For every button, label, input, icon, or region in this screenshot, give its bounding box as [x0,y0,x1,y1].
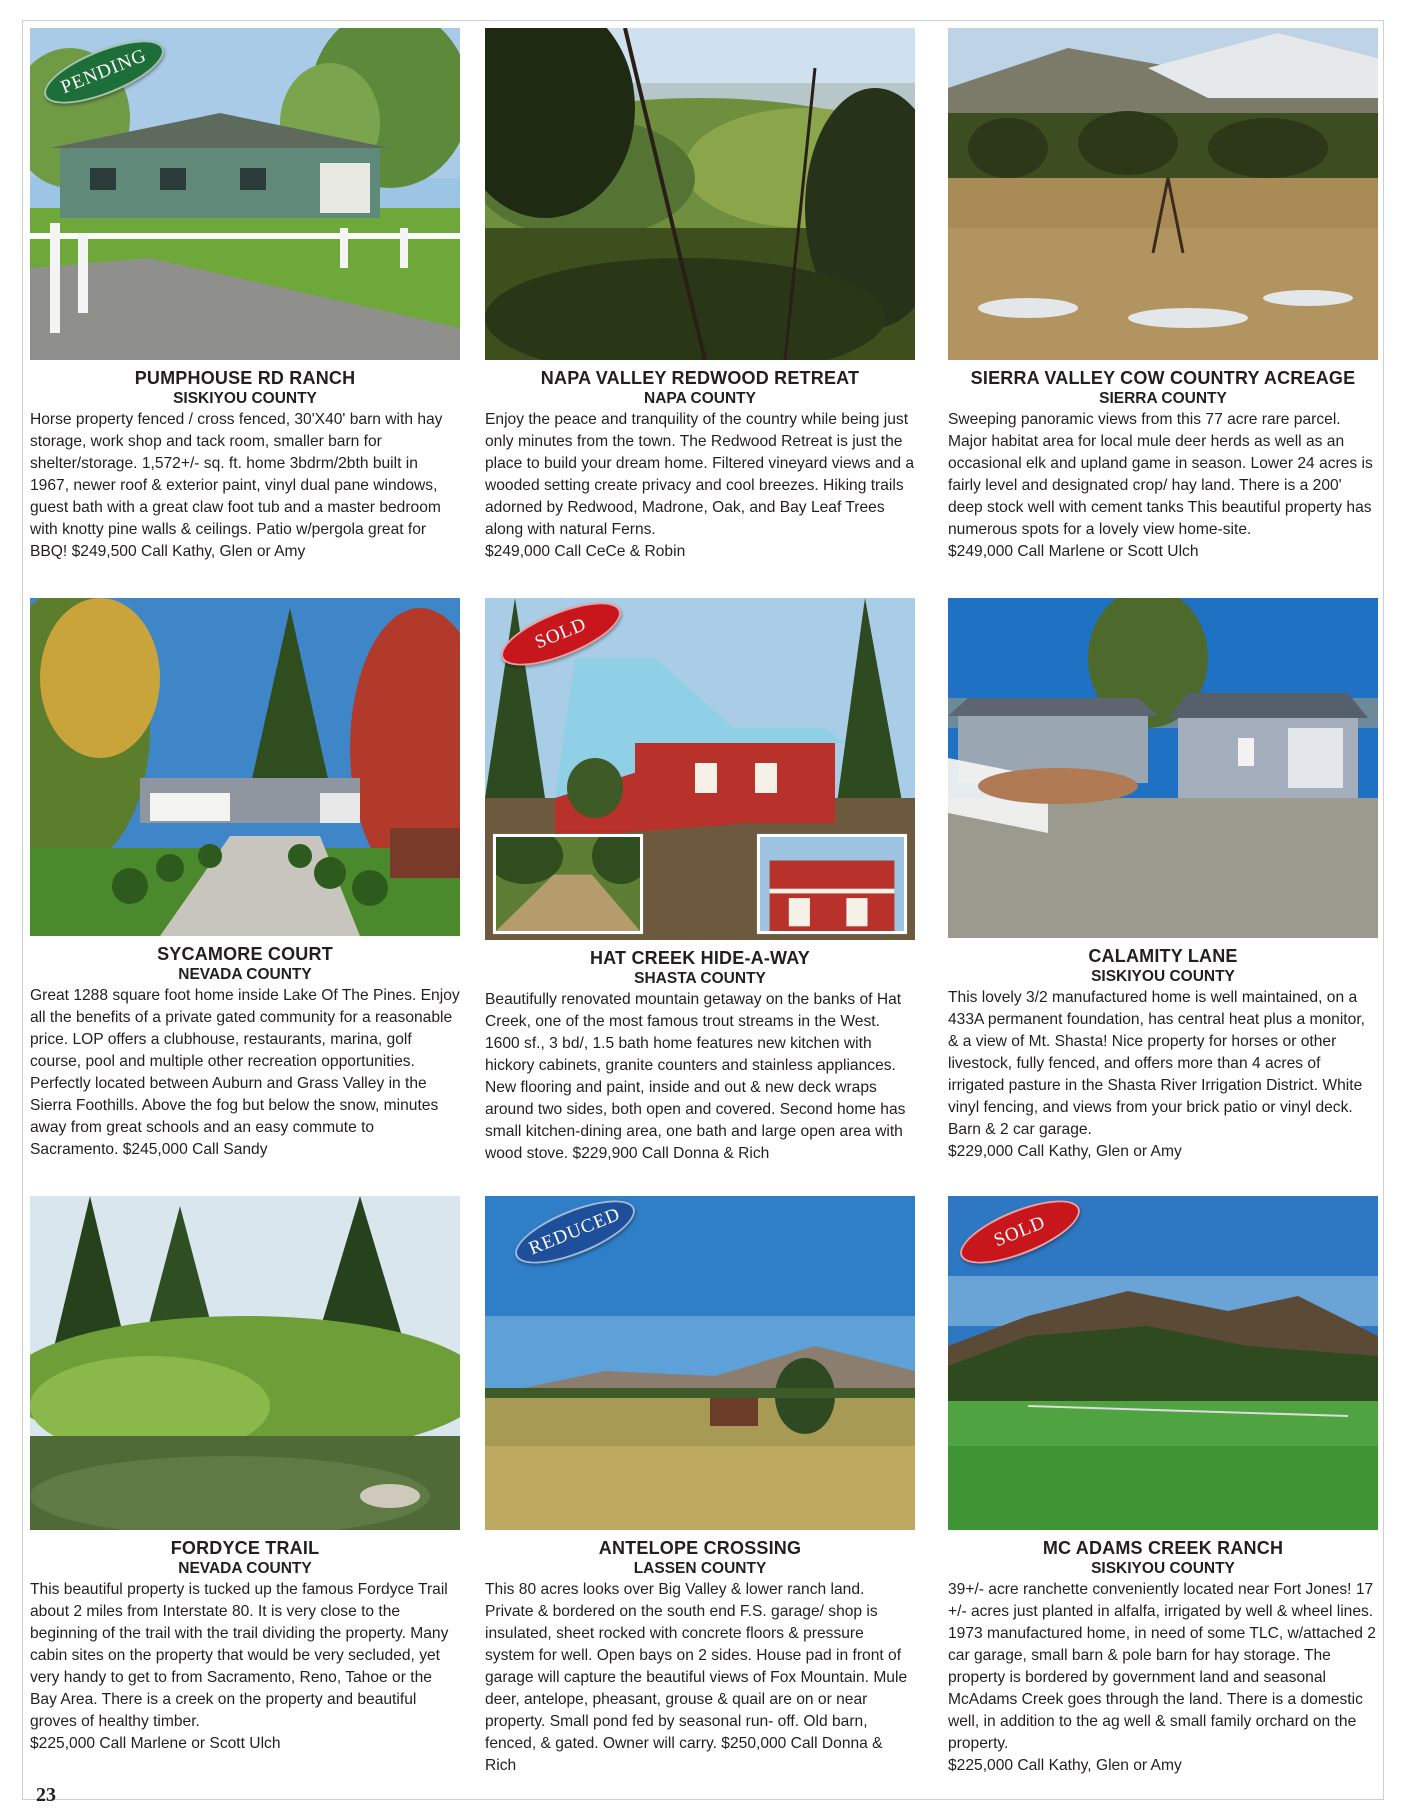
listing-county: LASSEN COUNTY [633,1560,767,1577]
meadow-photo [948,28,1378,360]
listing-sierra-valley-cow-country-acreage [948,28,1378,563]
pending-badge: PENDING [36,28,171,116]
listing-title: FORDYCE TRAIL [170,1538,320,1558]
listing-description: This beautiful property is tucked up the famous Fordyce Trail about 2 miles from Interstate 80. It is very close to the beginning of the trail with the trail dividing the property. Many cabin sites on the property that would be very secluded, yet very handy to get to from Sacramento, Reno, Tahoe or the Bay Area. There is a creek on the property and beautiful groves of healthy timber. [30,1581,449,1730]
listing-county: SISKIYOU COUNTY [1091,1560,1235,1577]
listing-county: NAPA COUNTY [644,390,756,407]
listing-title: ANTELOPE CROSSING [598,1538,802,1558]
listing-county: SISKIYOU COUNTY [173,390,317,407]
page-number: 23 [36,1784,56,1806]
listing-hat-creek-hide-a-way [485,598,915,1165]
listing-photo [948,1196,1378,1530]
listing-fordyce-trail [30,1196,460,1755]
listing-county: SISKIYOU COUNTY [1091,968,1235,985]
listing-county: NEVADA COUNTY [178,966,312,983]
listing-price: $229,000 Call Kathy, Glen or Amy [948,1143,1182,1160]
listing-description: This 80 acres looks over Big Valley & lower ranch land. Private & bordered on the south end F.S. garage/ shop is insulated, sheet rocked with concrete floors & pressure system for well. Open bays on 2 sides. House pad in front of garage will capture the beautiful views of Fox Mountain. Mule deer, antelope, pheasant, grouse & quail are on or near property. Small pond fed by seasonal run- off. Old barn, fenced, & gated. Owner will carry. $250,000 Call Donna & Rich [485,1581,908,1774]
listing-county: NEVADA COUNTY [178,1560,312,1577]
listing-calamity-lane [948,598,1378,1163]
listing-title: MC ADAMS CREEK RANCH [1042,1538,1284,1558]
reduced-badge: REDUCED [507,1196,642,1276]
listing-pumphouse-rd-ranch [30,28,460,563]
listing-county: SIERRA COUNTY [1099,390,1227,407]
creek-forest-photo [30,1196,460,1530]
listing-title: NAPA VALLEY REDWOOD RETREAT [540,368,860,388]
listing-description: 39+/- acre ranchette conveniently located near Fort Jones! 17 +/- acres just planted in alfalfa, irrigated by well & wheel lines. 1973 manufactured home, in need of some TLC, w/attached 2 car garage, small barn & pole barn for hay storage. The property is bordered by government land and seasonal McAdams Creek goes through the land. There is a domestic well, in addition to the ag well & small family orchard on the property. [948,1581,1376,1752]
sold-badge: SOLD [952,1196,1087,1276]
listing-photo [485,28,915,360]
listing-description: Beautifully renovated mountain getaway on the banks of Hat Creek, one of the most famous trout streams in the West. 1600 sf., 3 bd/, 1.5 bath home features new kitchen with hickory cabinets, granite counters and stainless appliances. New flooring and paint, inside and out & new deck wraps around two sides, both open and covered. Second home has small kitchen-dining area, one bath and large open area with wood stove. $229,900 Call Donna & Rich [485,991,906,1162]
listing-title: CALAMITY LANE [1088,946,1238,966]
listing-napa-valley-redwood-retreat [485,28,915,563]
listing-title: HAT CREEK HIDE-A-WAY [589,948,810,968]
listing-title: SIERRA VALLEY COW COUNTRY ACREAGE [970,368,1356,388]
listing-description: Great 1288 square foot home inside Lake Of The Pines. Enjoy all the benefits of a private gated community for a reasonable price. LOP offers a clubhouse, restaurants, marina, golf course, pool and multiple other recreation opportunities. Perfectly located between Auburn and Grass Valley in the Sierra Foothills. Above the fog but below the snow, minutes away from great schools and an easy commute to Sacramento. $245,000 Call Sandy [30,987,460,1158]
listing-county: SHASTA COUNTY [634,970,766,987]
manufactured-home-photo [948,598,1378,938]
listing-title: PUMPHOUSE RD RANCH [134,368,356,388]
listing-antelope-crossing [485,1196,915,1777]
listing-title: SYCAMORE COURT [157,944,333,964]
forest-view-photo [485,28,915,360]
listing-photo [30,1196,460,1530]
listing-photo [30,28,460,360]
suburban-home-photo [30,598,460,936]
listing-price: $249,000 Call CeCe & Robin [485,543,686,560]
listing-description: This lovely 3/2 manufactured home is well maintained, on a 433A permanent foundation, has central heat plus a monitor, & a view of Mt. Shasta! Nice property for horses or other livestock, fully fenced, and offers more than 4 acres of irrigated pasture in the Shasta River Irrigation District. White vinyl fencing, and views from your brick patio or vinyl deck. Barn & 2 car garage. [948,989,1365,1138]
listing-description: Sweeping panoramic views from this 77 acre rare parcel. Major habitat area for local mule deer herds as well as an occasional elk and upland game in season. Lower 24 acres is fairly level and designated crop/ hay land. There is a 200' deep stock well with cement tanks This beautiful property has numerous spots for a lovely view home-site. [948,411,1373,538]
listing-sycamore-court [30,598,460,1161]
listing-description: Enjoy the peace and tranquility of the country while being just only minutes from the town. The Redwood Retreat is just the place to build your dream home. Filtered vineyard views and a wooded setting create privacy and cool breezes. Hiking trails adorned by Redwood, Madrone, Oak, and Bay Leaf Trees along with natural Ferns. [485,411,915,538]
listing-description: Horse property fenced / cross fenced, 30'X40' barn with hay storage, work shop and tack room, smaller barn for shelter/storage. 1,572+/- sq. ft. home 3bdrm/2bth built in 1967, newer roof & exterior paint, vinyl dual pane windows, guest bath with a great claw foot tub and a master bedroom with knotty pine walls & ceilings. Patio w/pergola great for BBQ! $249,500 Call Kathy, Glen or Amy [30,411,443,560]
listing-price: $249,000 Call Marlene or Scott Ulch [948,543,1199,560]
listing-mc-adams-creek-ranch [948,1196,1378,1777]
listing-photo [485,1196,915,1530]
listing-price: $225,000 Call Marlene or Scott Ulch [30,1735,281,1752]
sold-badge: SOLD [493,598,628,678]
inset-photo-trail [493,834,643,934]
inset-photo-second-home [757,834,907,934]
listing-photo [948,598,1378,938]
listing-photo [485,598,915,940]
listing-photo [30,598,460,936]
listing-photo [948,28,1378,360]
listing-price: $225,000 Call Kathy, Glen or Amy [948,1757,1182,1774]
